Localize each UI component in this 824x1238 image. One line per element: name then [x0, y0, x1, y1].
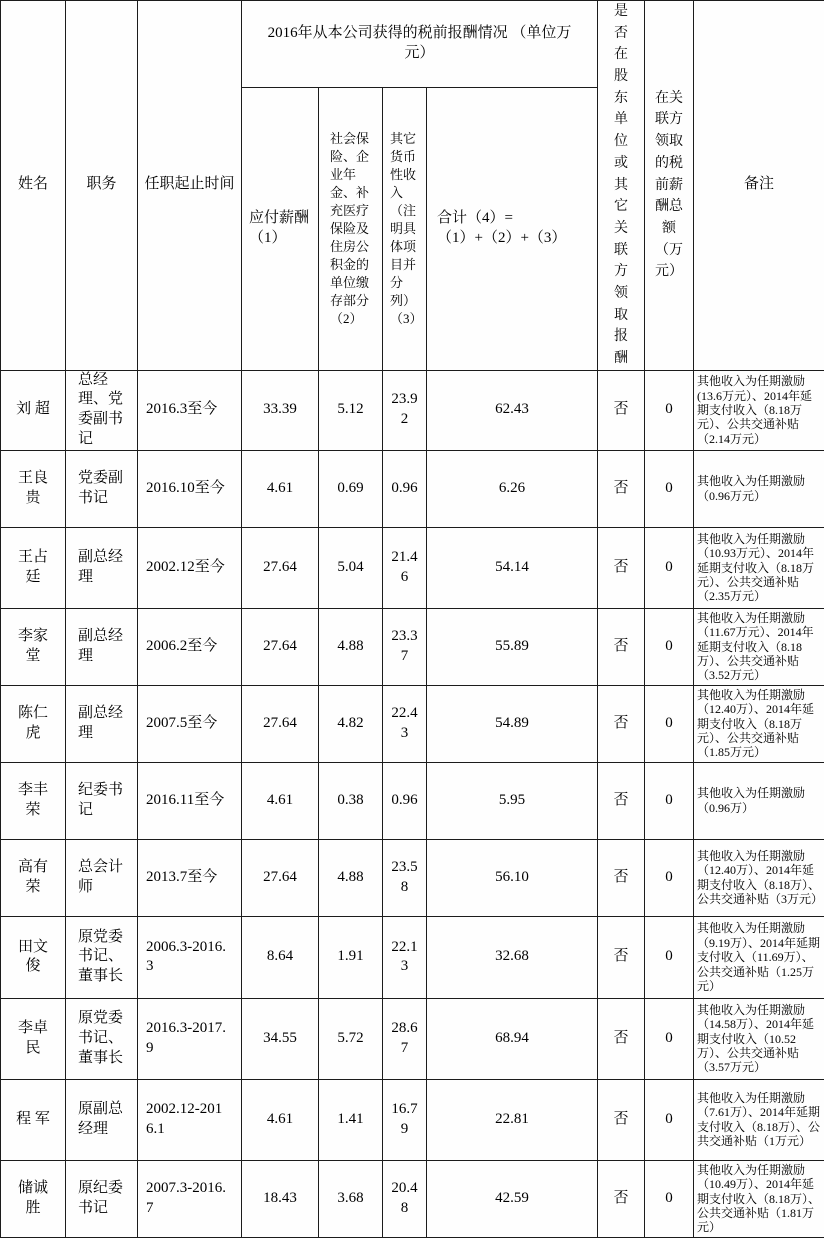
cell-other-monetary: 28.67	[383, 998, 427, 1079]
cell-related-party: 否	[598, 762, 645, 839]
cell-other-monetary: 22.13	[383, 916, 427, 998]
cell-position: 党委副书记	[66, 450, 138, 527]
cell-related-amount: 0	[645, 916, 694, 998]
header-compensation-group: 2016年从本公司获得的税前报酬情况 （单位万元）	[242, 1, 598, 88]
cell-social-insurance: 4.88	[319, 839, 383, 916]
cell-name: 李丰荣	[1, 762, 66, 839]
cell-payable-salary: 34.55	[242, 998, 319, 1079]
table-body	[1, 370, 824, 1237]
cell-remarks: 其他收入为任期激励（7.61万）、2014年延期支付收入（8.18万）、公共交通补贴（1万元）	[694, 1079, 824, 1160]
table-row	[1, 1079, 824, 1160]
cell-total: 32.68	[427, 916, 598, 998]
table-row	[1, 998, 824, 1079]
cell-term: 2007.3-2016.7	[138, 1160, 242, 1237]
cell-related-party: 否	[598, 998, 645, 1079]
cell-position: 副总经理	[66, 608, 138, 685]
table-row	[1, 527, 824, 608]
cell-other-monetary: 0.96	[383, 762, 427, 839]
cell-term: 2006.3-2016.3	[138, 916, 242, 998]
cell-other-monetary: 20.48	[383, 1160, 427, 1237]
cell-total: 22.81	[427, 1079, 598, 1160]
cell-position: 总经理、党委副书记	[66, 370, 138, 450]
cell-total: 54.14	[427, 527, 598, 608]
cell-term: 2007.5至今	[138, 685, 242, 762]
cell-remarks: 其他收入为任期激励（11.67万元）、2014年延期支付收入（8.18万）、公共交通补贴（3.52万元）	[694, 608, 824, 685]
cell-related-party: 否	[598, 916, 645, 998]
table-row	[1, 685, 824, 762]
cell-payable-salary: 27.64	[242, 608, 319, 685]
cell-term: 2002.12至今	[138, 527, 242, 608]
header-related-party: 是否在股东单位或其它关联方领取报酬	[598, 1, 645, 371]
cell-total: 5.95	[427, 762, 598, 839]
cell-term: 2013.7至今	[138, 839, 242, 916]
cell-other-monetary: 23.92	[383, 370, 427, 450]
table-row	[1, 916, 824, 998]
cell-other-monetary: 21.46	[383, 527, 427, 608]
cell-name: 李卓民	[1, 998, 66, 1079]
cell-payable-salary: 27.64	[242, 839, 319, 916]
cell-total: 62.43	[427, 370, 598, 450]
cell-position: 原纪委书记	[66, 1160, 138, 1237]
table-row	[1, 370, 824, 450]
cell-related-amount: 0	[645, 762, 694, 839]
cell-related-amount: 0	[645, 608, 694, 685]
table-row	[1, 839, 824, 916]
cell-name: 田文俊	[1, 916, 66, 998]
cell-position: 总会计师	[66, 839, 138, 916]
cell-term: 2016.3至今	[138, 370, 242, 450]
cell-position: 原党委书记、董事长	[66, 916, 138, 998]
cell-related-amount: 0	[645, 998, 694, 1079]
cell-position: 副总经理	[66, 527, 138, 608]
cell-name: 高有荣	[1, 839, 66, 916]
cell-total: 56.10	[427, 839, 598, 916]
cell-payable-salary: 27.64	[242, 527, 319, 608]
cell-payable-salary: 33.39	[242, 370, 319, 450]
cell-term: 2016.3-2017.9	[138, 998, 242, 1079]
cell-related-party: 否	[598, 450, 645, 527]
cell-social-insurance: 1.91	[319, 916, 383, 998]
cell-related-amount: 0	[645, 450, 694, 527]
cell-remarks: 其他收入为任期激励(13.6万元）、2014年延期支付收入（8.18万元）、公共交通补贴（2.14万元）	[694, 370, 824, 450]
header-name: 姓名	[1, 1, 66, 371]
cell-payable-salary: 18.43	[242, 1160, 319, 1237]
cell-related-party: 否	[598, 1079, 645, 1160]
cell-remarks: 其他收入为任期激励（10.93万元）、2014年延期支付收入（8.18万元）、公共交通补贴（2.35万元）	[694, 527, 824, 608]
cell-total: 42.59	[427, 1160, 598, 1237]
cell-social-insurance: 3.68	[319, 1160, 383, 1237]
cell-remarks: 其他收入为任期激励（14.58万）、2014年延期支付收入（10.52万）、公共交通补贴（3.57万元）	[694, 998, 824, 1079]
cell-total: 54.89	[427, 685, 598, 762]
cell-related-amount: 0	[645, 370, 694, 450]
cell-related-party: 否	[598, 1160, 645, 1237]
cell-related-amount: 0	[645, 839, 694, 916]
cell-related-party: 否	[598, 685, 645, 762]
cell-name: 刘 超	[1, 370, 66, 450]
header-other-monetary: 其它货币性收入（注明具体项目并分列）（3）	[383, 87, 427, 370]
cell-payable-salary: 4.61	[242, 450, 319, 527]
cell-position: 副总经理	[66, 685, 138, 762]
table-row	[1, 762, 824, 839]
header-total: 合计（4）=（1）+（2）+（3）	[427, 87, 598, 370]
cell-other-monetary: 23.37	[383, 608, 427, 685]
cell-position: 原党委书记、董事长	[66, 998, 138, 1079]
cell-term: 2016.10至今	[138, 450, 242, 527]
cell-related-party: 否	[598, 839, 645, 916]
cell-social-insurance: 5.12	[319, 370, 383, 450]
cell-remarks: 其他收入为任期激励（10.49万）、2014年延期支付收入（8.18万）、公共交通补贴（1.81万元）	[694, 1160, 824, 1237]
cell-related-amount: 0	[645, 1079, 694, 1160]
cell-term: 2002.12-2016.1	[138, 1079, 242, 1160]
header-term: 任职起止时间	[138, 1, 242, 371]
cell-payable-salary: 8.64	[242, 916, 319, 998]
cell-other-monetary: 23.58	[383, 839, 427, 916]
cell-payable-salary: 27.64	[242, 685, 319, 762]
cell-payable-salary: 4.61	[242, 1079, 319, 1160]
cell-social-insurance: 4.82	[319, 685, 383, 762]
header-social-insurance: 社会保险、企业年金、补充医疗保险及住房公积金的单位缴存部分（2）	[319, 87, 383, 370]
cell-remarks: 其他收入为任期激励（12.40万）、2014年延期支付收入（8.18万元）、公共交通补贴（1.85万元）	[694, 685, 824, 762]
cell-position: 原副总经理	[66, 1079, 138, 1160]
header-related-amount: 在关联方领取的税前薪酬总额（万元）	[645, 1, 694, 371]
header-payable-salary: 应付薪酬（1）	[242, 87, 319, 370]
cell-social-insurance: 1.41	[319, 1079, 383, 1160]
cell-related-amount: 0	[645, 1160, 694, 1237]
cell-other-monetary: 16.79	[383, 1079, 427, 1160]
table-row	[1, 450, 824, 527]
table-row	[1, 608, 824, 685]
cell-remarks: 其他收入为任期激励（0.96万）	[694, 762, 824, 839]
cell-total: 55.89	[427, 608, 598, 685]
cell-social-insurance: 5.72	[319, 998, 383, 1079]
cell-term: 2016.11至今	[138, 762, 242, 839]
cell-related-party: 否	[598, 370, 645, 450]
cell-related-amount: 0	[645, 685, 694, 762]
cell-name: 王良贵	[1, 450, 66, 527]
table-row	[1, 1160, 824, 1237]
cell-name: 陈仁虎	[1, 685, 66, 762]
cell-related-party: 否	[598, 527, 645, 608]
cell-remarks: 其他收入为任期激励（0.96万元）	[694, 450, 824, 527]
cell-name: 王占廷	[1, 527, 66, 608]
cell-social-insurance: 4.88	[319, 608, 383, 685]
cell-remarks: 其他收入为任期激励（9.19万）、2014年延期支付收入（11.69万）、公共交通补贴（1.25万元）	[694, 916, 824, 998]
cell-name: 储诚胜	[1, 1160, 66, 1237]
table-header	[1, 1, 824, 371]
header-position: 职务	[66, 1, 138, 371]
cell-other-monetary: 0.96	[383, 450, 427, 527]
cell-total: 68.94	[427, 998, 598, 1079]
cell-remarks: 其他收入为任期激励（12.40万）、2014年延期支付收入（8.18万）、公共交通补贴（3万元）	[694, 839, 824, 916]
cell-total: 6.26	[427, 450, 598, 527]
cell-name: 李家堂	[1, 608, 66, 685]
cell-name: 程 军	[1, 1079, 66, 1160]
cell-social-insurance: 0.69	[319, 450, 383, 527]
cell-position: 纪委书记	[66, 762, 138, 839]
cell-term: 2006.2至今	[138, 608, 242, 685]
cell-other-monetary: 22.43	[383, 685, 427, 762]
cell-related-amount: 0	[645, 527, 694, 608]
header-remarks: 备注	[694, 1, 824, 371]
cell-related-party: 否	[598, 608, 645, 685]
cell-social-insurance: 5.04	[319, 527, 383, 608]
cell-payable-salary: 4.61	[242, 762, 319, 839]
cell-social-insurance: 0.38	[319, 762, 383, 839]
